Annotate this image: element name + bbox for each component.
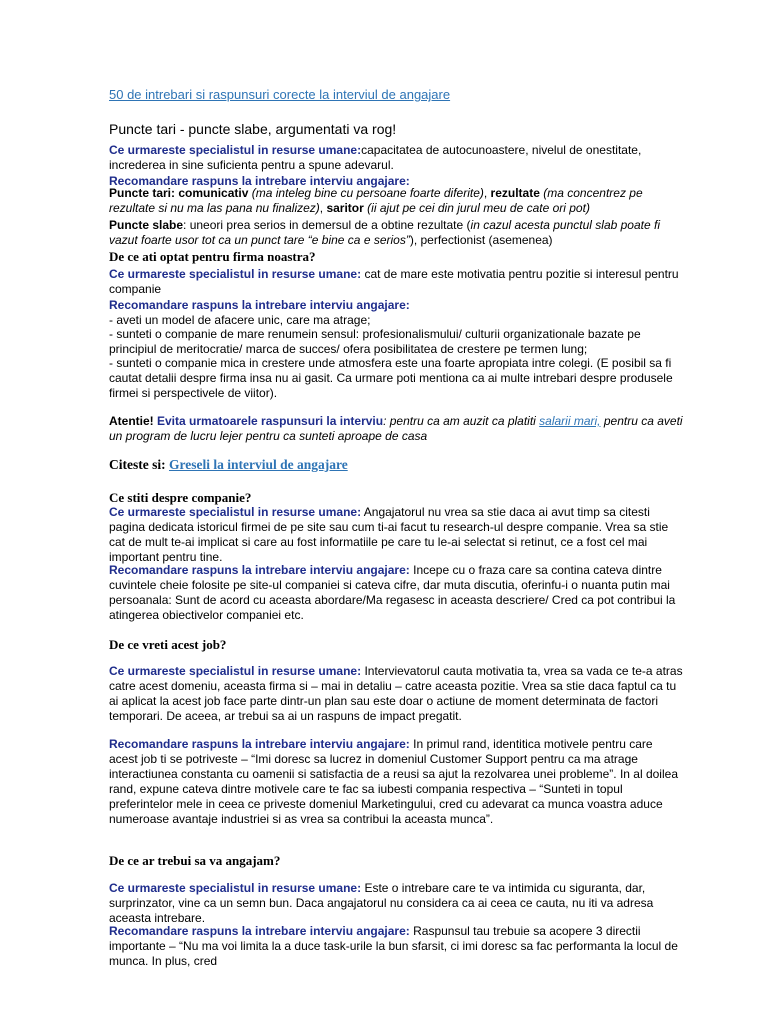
article-title-text[interactable]: 50 de intrebari si raspunsuri corecte la interviul de angajare <box>109 87 451 102</box>
strength-word: rezultate <box>490 186 540 200</box>
hr-label: Ce urmareste specialistul in resurse umane: <box>109 881 362 895</box>
recommendation-paragraph <box>109 563 683 623</box>
bullet-item: - aveti un model de afacere unic, care ma atrage; <box>109 313 371 327</box>
hr-paragraph <box>109 143 683 173</box>
see-also-label: Citeste si: <box>109 457 166 472</box>
question-heading: De ce ati optat pentru firma noastra? <box>109 249 316 264</box>
recommendation-text: In primul rand, identitica motivele pentru care acest job ti se potriveste – “Imi doresc sa lucrez in domeniul Customer Support pentru ca ma atrage interactiunea constanta cu oamenii si satisfactia de a reusi sa ajut la rezolvarea unei probleme”. In al doilea rand, expune cateva dintre motivele care te fac sa iubesti compania respectiva – “Sunteti in topul preferintelor mele in ceea ce priveste domeniul Marketingului, cred cu adevarat ca munca voastra aduce numeroase avantaje industriei si as vrea sa contribui la aceasta munca”. <box>109 737 678 826</box>
recommendation-label-text: Recomandare raspuns la intrebare interviu angajare: <box>109 298 410 312</box>
salary-link[interactable]: salarii mari, <box>539 414 601 428</box>
weaknesses-paragraph <box>109 218 683 248</box>
strength-word: comunicativ <box>178 186 249 200</box>
weakness-note: in cazul acesta punctul slab poate fi vazut foarte usor tot ca un punct tare “e bine ca e serios” <box>109 218 660 247</box>
recommendation-label-text: Recomandare raspuns la intrebare interviu angajare: <box>109 737 410 751</box>
warning-bold: Evita urmatoarele raspunsuri la interviu <box>153 414 384 428</box>
article-title-link[interactable] <box>109 87 683 103</box>
hr-label: Ce urmareste specialistul in resurse umane: <box>109 267 362 281</box>
hr-label: Ce urmareste specialistul in resurse umane: <box>109 505 362 519</box>
weakness-text: ), perfectionist (asemenea) <box>409 233 553 247</box>
question-heading: De ce vreti acest job? <box>109 637 227 652</box>
question-heading: Puncte tari - puncte slabe, argumentati va rog! <box>109 121 397 137</box>
see-also-link[interactable]: Greseli la interviul de angajare <box>168 457 348 472</box>
recommendation-label-text: Recomandare raspuns la intrebare interviu angajare: <box>109 924 410 938</box>
warning-italic: : pentru ca am auzit ca platiti <box>383 414 540 428</box>
warning-paragraph <box>109 414 683 444</box>
strength-note: (ma concentrez pe rezultate si nu ma las pana nu finalizez) <box>109 186 643 215</box>
recommendation-text: Raspunsul tau trebuie sa acopere 3 directii importante – “Nu ma voi limita la a duce task-urile la bun sfarsit, ci imi doresc sa fac performanta la locul de munca. In plus, cred <box>109 924 678 968</box>
recommendation-paragraph <box>109 924 683 969</box>
see-also <box>109 457 683 472</box>
hr-text: Este o intrebare care te va intimida cu siguranta, dar, surprinzator, vine ca un semn bun. Daca angajatorul nu considera ca ai ceea ce cauta, nu iti va adresa aceasta intrebare. <box>109 881 654 925</box>
strengths-paragraph: Puncte tari: comunicativ (ma inteleg bine cu persoane foarte diferite), rezultate (ma concentrez pe rezultate si nu ma las pana nu finalizez), saritor (ii ajut pe cei din jurul meu de cate ori pot) <box>109 186 643 215</box>
bullet-item: - sunteti o companie mica in crestere unde atmosfera este una foarte apropiata intre colegi. (E posibil sa fi cautat detalii despre firma insa nu ai gasit. Ca urmare poti mentiona ca ai multe intrebari despre produsele firmei si perspectivele de viitor). <box>109 356 673 400</box>
weaknesses-label: Puncte slabe <box>109 218 184 232</box>
recommendation-label-text: Recomandare raspuns la intrebare interviu angajare: <box>109 563 410 577</box>
strength-word: saritor <box>326 201 364 215</box>
hr-paragraph <box>109 505 683 565</box>
hr-text: Intervievatorul cauta motivatia ta, vrea sa vada ce te-a atras catre acest domeniu, aceasta firma si – mai in detaliu – catre aceasta pozitie. Vrea sa stie daca faptul ca tu ai aplicat la acest job face parte dintr-un plan sau este doar o actiune de moment determinata de factori temporari. De aceea, ar trebui sa ai un raspuns de impact pregatit. <box>109 664 683 723</box>
hr-label: Ce urmareste specialistul in resurse umane: <box>109 664 362 678</box>
question-heading: Ce stiti despre companie? <box>109 490 252 505</box>
strength-note: (ma inteleg bine cu persoane foarte diferite) <box>251 186 484 200</box>
hr-paragraph <box>109 267 683 297</box>
strengths-label: Puncte tari: <box>109 186 176 200</box>
hr-label: Ce urmareste specialistul in resurse umane: <box>109 143 362 157</box>
warning-label: Atentie! <box>109 414 154 428</box>
warning-italic: pentru ca aveti un program de lucru lejer pentru ca sunteti aproape de casa <box>109 414 683 443</box>
recommendation-paragraph <box>109 737 683 827</box>
hr-text: cat de mare este motivatia pentru pozitie si interesul pentru companie <box>109 267 679 296</box>
weakness-text: : uneori prea serios in demersul de a obtine rezultate ( <box>183 218 471 232</box>
recommendation-label <box>109 298 683 313</box>
question-heading: De ce ar trebui sa va angajam? <box>109 853 281 868</box>
recommendation-label-text: Recomandare raspuns la intrebare interviu angajare: <box>109 174 410 188</box>
hr-paragraph <box>109 881 683 926</box>
hr-text: capacitatea de autocunoastere, nivelul de onestitate, increderea in sine suficienta pentru a spune adevarul. <box>109 143 642 172</box>
recommendation-text: Incepe cu o fraza care sa contina cateva dintre cuvintele cheie folosite pe site-ul companiei si cateva cifre, dar muta discutia, oferinfu-i o nuanta putin mai persoanala: Sunt de acord cu aceasta abordare/Ma regasesc in aceasta descriere/ Cred ca pot contribui la atingerea obiectivelor companiei etc. <box>109 563 676 622</box>
hr-text: Angajatorul nu vrea sa stie daca ai avut timp sa citesti pagina dedicata istoricul firmei de pe site sau cum ti-ai facut tu research-ul despre companie. Vrea sa stie cat de mult te-ai implicat si care au fost informatiile pe care tu le-ai selectat si retinut, ce a fost cel mai important pentru tine. <box>109 505 669 564</box>
hr-paragraph <box>109 664 683 724</box>
bullet-item: - sunteti o companie de mare renumein sensul: profesionalismului/ culturii organizationale bazate pe principiul de meritocratie/ marca de succes/ ofera posibilitatea de crestere pe termen lung; <box>109 327 641 356</box>
strength-note: (ii ajut pe cei din jurul meu de cate ori pot) <box>367 201 590 215</box>
